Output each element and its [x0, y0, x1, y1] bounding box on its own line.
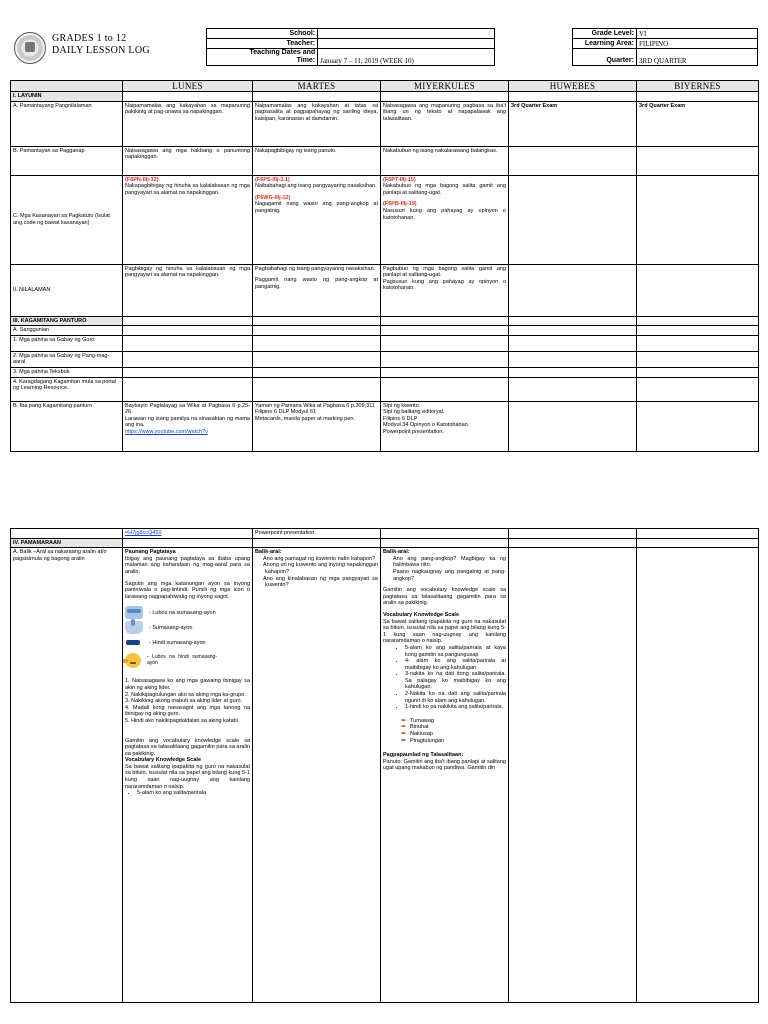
- cell-text: Pagbubuo ng mga bagong salita gamit ang panlapi at salitang-ugat.: [383, 265, 506, 279]
- survey-item: 3. Nakikinig akong mabuti sa aking lider at guro.: [125, 698, 243, 705]
- cell-text: Naisasagawa ang mapanuring pagbasa sa iba't ibang uri ng teksto at napapalawak ang talasalitaan.: [381, 101, 509, 146]
- cell-text: Filipino 6 DLP: [383, 415, 418, 422]
- row-label-balik-aral: A. Balik –Aral sa nakaraang aralin at/o pagsisimula ng bagong aralin: [11, 548, 123, 1003]
- competency-code: (F6WG-IIIj-12): [255, 194, 291, 201]
- sad-face-icon: [125, 653, 141, 668]
- cell-text: Filipino 6 DLP Modyul 61: [255, 409, 317, 416]
- vocab-word: ➥ Binuhat: [401, 724, 429, 731]
- lesson-log-table-continued: [10, 528, 759, 1003]
- list-item: • 5-alam ko ang salita/parirala at kaya kong gamitin sa pangungusap: [405, 645, 506, 658]
- arrow-bullet-icon: ➥: [401, 737, 407, 744]
- cell-text: Gamitin ang vocabulary knowledge scale sa pagtatasa sa talasalitaang gagamitin para sa aralin sa pakikinig.: [125, 737, 250, 757]
- cell-text: Baybayin Paglalayag sa Wika at Pagbasa 6 p.25-26.: [125, 402, 250, 416]
- competency-code: (F6PT-IIIj-15): [383, 176, 416, 183]
- competency-code: (F6PN-IIIj-12): [125, 176, 159, 183]
- cell-balik-aral-miyerkules: [381, 548, 509, 1003]
- two-thumbs-up-icon: [125, 606, 143, 619]
- day-header-martes: MARTES: [253, 81, 381, 92]
- cell-text: Naipamamalas ang kakayahan sa mapanuring pakikinig at pag-unawa sa napakinggan.: [123, 101, 253, 146]
- cell-text: Pagsusuri kung ang pahayag ay opinyon o katotohanan.: [383, 278, 506, 292]
- day-header-lunes: LUNES: [123, 81, 253, 92]
- cell-text: Sa bawat salitang ipapakita ng guro na nakasulat sa bituin, isusulat nila sa papel ang bilang kung 5-1 kung saan nag-uugnay ang kanilang nararamdaman o naisip.: [383, 618, 506, 645]
- day-header-biyernes: BIYERNES: [637, 81, 759, 92]
- section-pamamaraan: IV. PAMAMARAAN: [11, 538, 123, 548]
- title-line-1: GRADES 1 to 12: [52, 33, 127, 44]
- thumb-down-icon: [125, 636, 143, 649]
- row-label-kasanayan: C. Mga Kasanayan sa Pagkatuto (Isulat ang code ng bawat kasanayan): [11, 175, 123, 264]
- cell-text: Nakabubuo ng mga bagong salita gamit ang panlapi at salitang-ugat.: [383, 183, 506, 196]
- cell-text: Sagutin ang mga katanungan ayon sa inyong paniniwala o pag-iintindi. Pumili ng mga icon o larawang nagpapahiwatig ng inyong sagot.: [125, 580, 250, 600]
- row-label-teksbuk: 3. Mga pahina Teksbuk: [11, 367, 123, 377]
- school-label: School:: [207, 29, 318, 39]
- survey-item: 4. Madali kong nasasagot ang mga tanong na ibinigay ng aking guro.: [125, 704, 250, 718]
- vocab-word: ➥ Nakiusap: [401, 731, 433, 738]
- cell-text: Naisasagawa ang mga hakbang o panuntong napakinggan.: [123, 146, 253, 175]
- cell-heading: Balik-aral:: [383, 549, 410, 556]
- deped-seal-icon: [14, 32, 46, 64]
- cell-text: Modyul 34 Opinyon o Katotohanan.: [383, 422, 470, 429]
- row-label-gabay-mag-aaral: 2. Mga pahina sa Gabay ng Pang-mag-aaral: [11, 351, 123, 367]
- cell-text: Metacards, manila paper at marking pen.: [255, 415, 355, 422]
- page-one: [0, 0, 768, 503]
- day-header-huwebes: HUWEBES: [509, 81, 637, 92]
- scale-row: - Hindi sumasang-ayon: [125, 635, 250, 650]
- area-value: FILIPINO: [636, 39, 757, 49]
- scale-row: - Lubos na hindi sumasang-ayon: [125, 650, 250, 670]
- cell-text: Nagagamit nang wasto ang pang-angkop at pangatnig.: [255, 201, 378, 214]
- scale-label: Hindi sumasang-ayon: [152, 639, 206, 646]
- survey-item: 2. Nakikipagtulungan ako sa aking mga ka-grupo.: [125, 691, 246, 698]
- cell-heading: Vocabulary Knowledge Scale: [125, 757, 202, 764]
- row-label-gabay-guro: 1. Mga pahina sa Gabay ng Guro: [11, 335, 123, 351]
- quarter-label: Quarter:: [572, 49, 636, 66]
- title-line-2: DAILY LESSON LOG: [52, 45, 150, 56]
- cell-iba-pang-miyerkules: [381, 401, 509, 451]
- cell-kasanayan-martes: [253, 175, 381, 264]
- cell-heading: Pagpapaunlad ng Talasalitaan:: [383, 752, 464, 759]
- cell-kasanayan-lunes: [123, 175, 253, 264]
- page-two: [0, 503, 768, 1024]
- cell-heading: Paunang Pagtataya: [125, 549, 176, 556]
- cell-balik-aral-lunes: [123, 548, 253, 1003]
- competency-code: (F6PS-IIIj-3.1): [255, 176, 290, 183]
- cell-kasanayan-miyerkules: [381, 175, 509, 264]
- cell-iba-pang-martes: [253, 401, 381, 451]
- list-item: • 2-Nakita ko na dati ang salita/parirala ngunit di ko alam ang kahulugan.: [405, 691, 506, 704]
- cell-text: Nasusuri kung ang pahayag ay opinyon o katotohanan.: [383, 207, 506, 221]
- survey-item: 1. Naisasagawa ko ang mga gawaing ibinigay sa akin ng aking lider.: [125, 678, 250, 691]
- row-label-pamantayang-pangnilalaman: A. Pamantayang Pangnilalaman: [11, 101, 123, 146]
- cell-text: Ibigay ang paunang pagtataya sa ibaba upang malaman ang kahandaan ng mag-aaral para sa aralin.: [125, 555, 250, 575]
- dates-value: January 7 – 11, 2019 (WEEK 10): [318, 49, 495, 66]
- youtube-link-continued[interactable]: =H7jg8ccQ450: [123, 529, 253, 539]
- row-label-iba-pang: B. Iba pang Kagamitang panturo: [11, 401, 123, 451]
- question: Paano nagkaugnay ang pangatnig at pang-angkop?: [393, 568, 506, 582]
- dates-label: Teaching Dates and Time:: [207, 49, 318, 66]
- section-kagamitan: III. KAGAMITANG PANTURO: [11, 316, 123, 326]
- arrow-bullet-icon: ➥: [401, 724, 407, 731]
- vocab-word: ➥ Piragtulungan: [401, 737, 444, 744]
- cell-text: Gamitin ang vocabulary knowledge scale sa pagtatasa sa talasalitaang gagamitin para sa aralin sa pakikinig.: [383, 587, 506, 607]
- list-item: • 3-nakita ko na dati itong salita/parirala. Sa palagay ko maibibigay ko ang kahulugan.: [405, 671, 506, 691]
- day-header-miyerkules: MIYERKULES: [381, 81, 509, 92]
- corner-cell: [11, 81, 123, 92]
- cell-heading: Balik-aral:: [255, 549, 282, 556]
- cell-text: Nakapagbibigay ng hinuha sa kalalabasan ng mga pangyayari sa alamat na napakinggan.: [125, 183, 250, 196]
- cell-text: Pagbabahagi ng isang pangyayaring nasaksihan.: [255, 265, 376, 272]
- row-label-karagdagang: 4. Karagdagang Kagamitan mula sa portal ng Learning Resource.: [11, 377, 123, 401]
- cell-text: Nakapagbibigay ng isang panuto.: [253, 146, 381, 175]
- cell-text: Paggamit nang wasto ng pang-angkop at pangatnig.: [255, 277, 378, 290]
- cell-text: Yaman ng Pamana Wika at Pagbasa 6 p.309,311: [255, 402, 375, 409]
- arrow-bullet-icon: ➥: [401, 731, 407, 738]
- cell-balik-aral-martes: [253, 548, 381, 1003]
- log-title: [52, 33, 150, 57]
- cell-heading: Vocabulary Knowledge Scale: [383, 611, 460, 618]
- school-value: [318, 29, 495, 39]
- header: [10, 28, 758, 74]
- question: Ano ang pang-angkop? Magbigay ka ng halimbawa nito.: [393, 555, 506, 569]
- section-layunin: I. LAYUNIN: [11, 92, 123, 102]
- arrow-bullet-icon: ➥: [401, 717, 407, 724]
- scale-label: Sumasang-ayon: [152, 624, 193, 631]
- cell-text: Sipi ng balitang editoryal.: [383, 409, 445, 416]
- vocab-word: ➥ Tumawag: [401, 717, 434, 724]
- cell-text: Powerpoint presentation.: [253, 529, 381, 539]
- scale-label: Lubos na hindi sumasang-ayon: [147, 653, 217, 667]
- cell-text: Sa bawat salitang ipapakita ng guro na nakasulat sa bituin, isusulat nila sa papel ang bilang kung 5-1 kung saan nag-uugnay ang kanilang nararamdaman o naisip.: [125, 763, 250, 790]
- cell-text: Pagbibigay ng hinuha sa kalalabasan ng mga pangyayari sa alamat na napakinggan.: [123, 264, 253, 316]
- list-item: • 5-alam ko ang salita/parirala: [137, 790, 250, 797]
- teacher-label: Teacher:: [207, 39, 318, 49]
- cell-text: Panuto: Gamitin ang iba't ibang panlapi at salitang ugat upang makabuo ng pandiwa. Gamitin din: [383, 758, 506, 772]
- youtube-link[interactable]: https://www.youtube.com/watch?v: [125, 428, 208, 435]
- competency-code: (F6PB-IIIj-19): [383, 201, 417, 208]
- lesson-log-table: [10, 80, 759, 452]
- cell-text: Sipi ng kwento.: [383, 402, 421, 409]
- cell-nilalaman-martes: [253, 264, 381, 316]
- cell-text: Naibabahagi ang isang pangyayaring nasaksihan.: [255, 183, 377, 190]
- cell-text: Powerpoint presentation.: [383, 428, 444, 435]
- exam-cell: 3rd Quarter Exam: [509, 101, 637, 146]
- cell-text: Larawan ng isang pamilya na sinasaktan ng mama ang ina.: [125, 415, 250, 429]
- question: Ano ang kinalabasan ng mga pangyayari sa kuwento?: [263, 575, 378, 589]
- quarter-value: 3RD QUARTER: [636, 49, 757, 66]
- question: Anong uri ng kuwento ang inyong napakinggan kahapon?: [263, 562, 378, 575]
- list-item: • 1-hindi ko pa nakikita ang salita/parirala.: [405, 704, 506, 711]
- scale-row: - Sumasang-ayon: [125, 620, 250, 635]
- row-label-nilalaman: II. NILALAMAN: [11, 264, 123, 316]
- thumb-up-icon: [125, 621, 143, 634]
- grade-value: VI: [636, 29, 757, 39]
- question: Ano ang pamagat ng kuwento natin kahapon?: [263, 555, 376, 562]
- row-label-pamantayan-pagganap: B. Pamantayan sa Pagganap: [11, 146, 123, 175]
- cell-text: Nakabubuo ng isang nakalarawang balangkas.: [381, 146, 509, 175]
- list-item: • 4- alam ko ang salita/parirala at maibibigay ko ang kahulugan: [405, 658, 506, 671]
- grade-label: Grade Level:: [572, 29, 636, 39]
- cell-nilalaman-miyerkules: [381, 264, 509, 316]
- scale-row: - Lubos na sumasang-ayon: [125, 605, 250, 620]
- cell-text: Naipamamalas ang kakayahan at tatas sa pagsasalita at pagpapahayag ng sariling ideya, kaisipan, karanasan at damdamin.: [253, 101, 381, 146]
- header-info-table: [206, 28, 758, 66]
- row-label-sanggunian: A. Sanggunian: [11, 326, 123, 336]
- scale-label: Lubos na sumasang-ayon: [152, 609, 216, 616]
- cell-iba-pang-lunes: [123, 401, 253, 451]
- teacher-value: [318, 39, 495, 49]
- area-label: Learning Area:: [572, 39, 636, 49]
- exam-cell: 3rd Quarter Exam: [637, 101, 759, 146]
- survey-item: 5. Hindi ako nakikipagdaldalan sa aking katabi.: [125, 717, 240, 724]
